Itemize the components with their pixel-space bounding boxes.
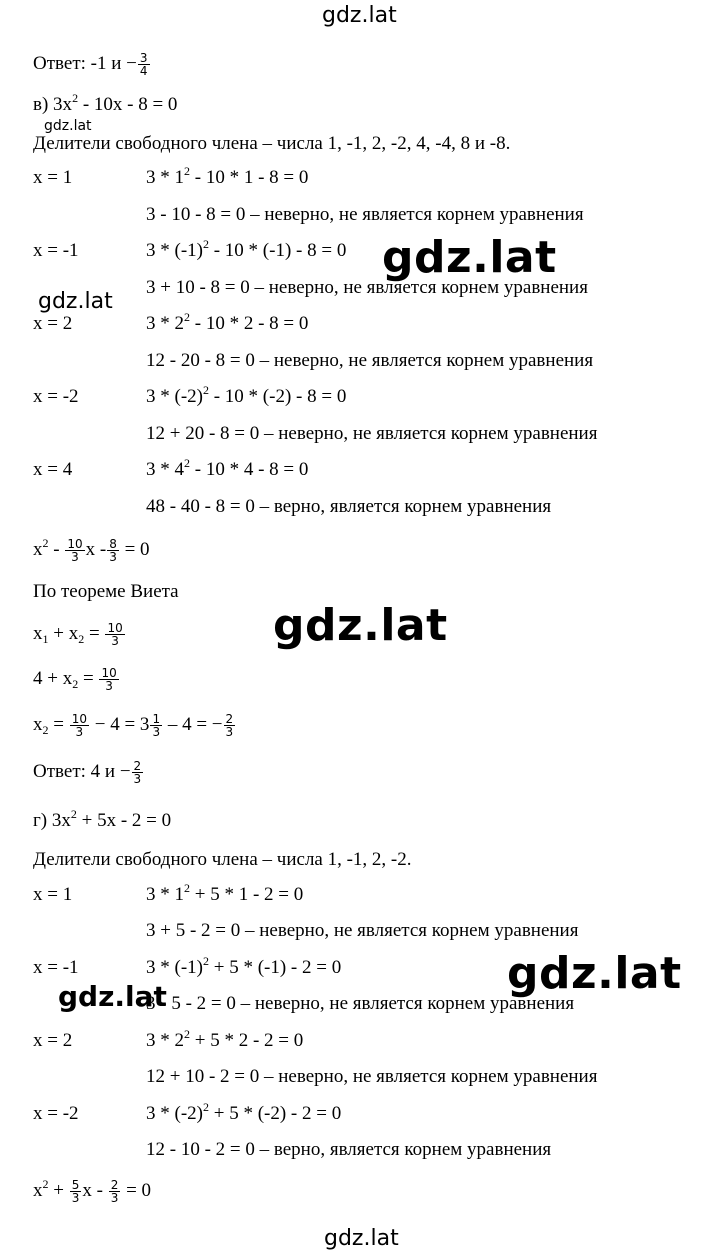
x-value: x = 1: [33, 884, 73, 905]
substitution: $3 * (-2)^2 + 5 * (-2) - 2 = 0$: [146, 1100, 342, 1124]
check-result: 48 - 40 - 8 = 0 – верно, является корнем уравнения: [146, 496, 552, 517]
check-result: 3 + 10 - 8 = 0 – неверно, не является корнем уравнения: [146, 277, 588, 298]
substitution: $3 * 2^2 - 10 * 2 - 8 = 0$: [146, 310, 309, 334]
x-value: x = 1: [33, 167, 73, 188]
x-value: x = 2: [33, 313, 73, 334]
part-v-equation: в) $3x^2 - 10x - 8 = 0$: [33, 91, 178, 115]
reduced-equation-v: $x^2$ - $\frac{10}{3}$ x - $\frac{8}{3}$ = 0: [33, 536, 150, 565]
substitution: $3 * 2^2 + 5 * 2 - 2 = 0$: [146, 1027, 304, 1051]
check-result: 3 - 5 - 2 = 0 – неверно, не является корнем уравнения: [146, 993, 575, 1014]
x-value: x = -1: [33, 957, 79, 978]
vieta-result: $x_2$ = $\frac{10}{3}$ − 4 = 3 $\frac{1}{3}$ – 4 = − $\frac{2}{3}$: [33, 712, 234, 740]
x-value: x = -1: [33, 240, 79, 261]
x-value: x = -2: [33, 386, 79, 407]
vieta-sum: $x_1 + x_2$ = $\frac{10}{3}$: [33, 621, 123, 649]
watermark-tiny: gdz.lat: [44, 118, 92, 134]
x-value: x = -2: [33, 1103, 79, 1124]
check-result: 3 - 10 - 8 = 0 – неверно, не является корнем уравнения: [146, 204, 584, 225]
watermark-big-2: gdz.lat: [273, 600, 448, 651]
answer-1: Ответ: -1 и − $\frac{3}{4}$: [33, 51, 148, 79]
substitution: $3 * 1^2 + 5 * 1 - 2 = 0$: [146, 881, 304, 905]
x-value: x = 4: [33, 459, 73, 480]
part-g-equation: г) $3x^2 + 5x - 2 = 0$: [33, 807, 172, 831]
substitution: $3 * 4^2 - 10 * 4 - 8 = 0$: [146, 456, 309, 480]
reduced-equation-g: $x^2$ + $\frac{5}{3}$ x - $\frac{2}{3}$ = 0: [33, 1177, 152, 1206]
watermark-top: gdz.lat: [322, 3, 397, 28]
part-v-divisors: Делители свободного члена – числа 1, -1, 2, -2, 4, -4, 8 и -8.: [33, 133, 511, 154]
watermark-bottom: gdz.lat: [324, 1226, 399, 1251]
check-result: 12 + 10 - 2 = 0 – неверно, не является корнем уравнения: [146, 1066, 598, 1087]
substitution: $3 * (-1)^2 + 5 * (-1) - 2 = 0$: [146, 954, 342, 978]
watermark-left-2: gdz.lat: [58, 980, 167, 1013]
substitution: $3 * (-2)^2 - 10 * (-2) - 8 = 0$: [146, 383, 347, 407]
watermark-big-1: gdz.lat: [382, 232, 557, 283]
vieta-heading: По теореме Виета: [33, 581, 179, 602]
part-g-divisors: Делители свободного члена – числа 1, -1, 2, -2.: [33, 849, 412, 870]
watermark-big-3: gdz.lat: [507, 948, 682, 999]
check-result: 12 - 20 - 8 = 0 – неверно, не является корнем уравнения: [146, 350, 594, 371]
x-value: x = 2: [33, 1030, 73, 1051]
check-result: 12 - 10 - 2 = 0 – верно, является корнем уравнения: [146, 1139, 552, 1160]
substitution: $3 * (-1)^2 - 10 * (-1) - 8 = 0$: [146, 237, 347, 261]
vieta-substituted: $4 + x_2$ = $\frac{10}{3}$: [33, 666, 117, 694]
substitution: $3 * 1^2 - 10 * 1 - 8 = 0$: [146, 164, 309, 188]
check-result: 12 + 20 - 8 = 0 – неверно, не является корнем уравнения: [146, 423, 598, 444]
check-result: 3 + 5 - 2 = 0 – неверно, не является корнем уравнения: [146, 920, 579, 941]
watermark-left-1: gdz.lat: [38, 289, 113, 314]
answer-2: Ответ: 4 и − $\frac{2}{3}$: [33, 759, 142, 787]
